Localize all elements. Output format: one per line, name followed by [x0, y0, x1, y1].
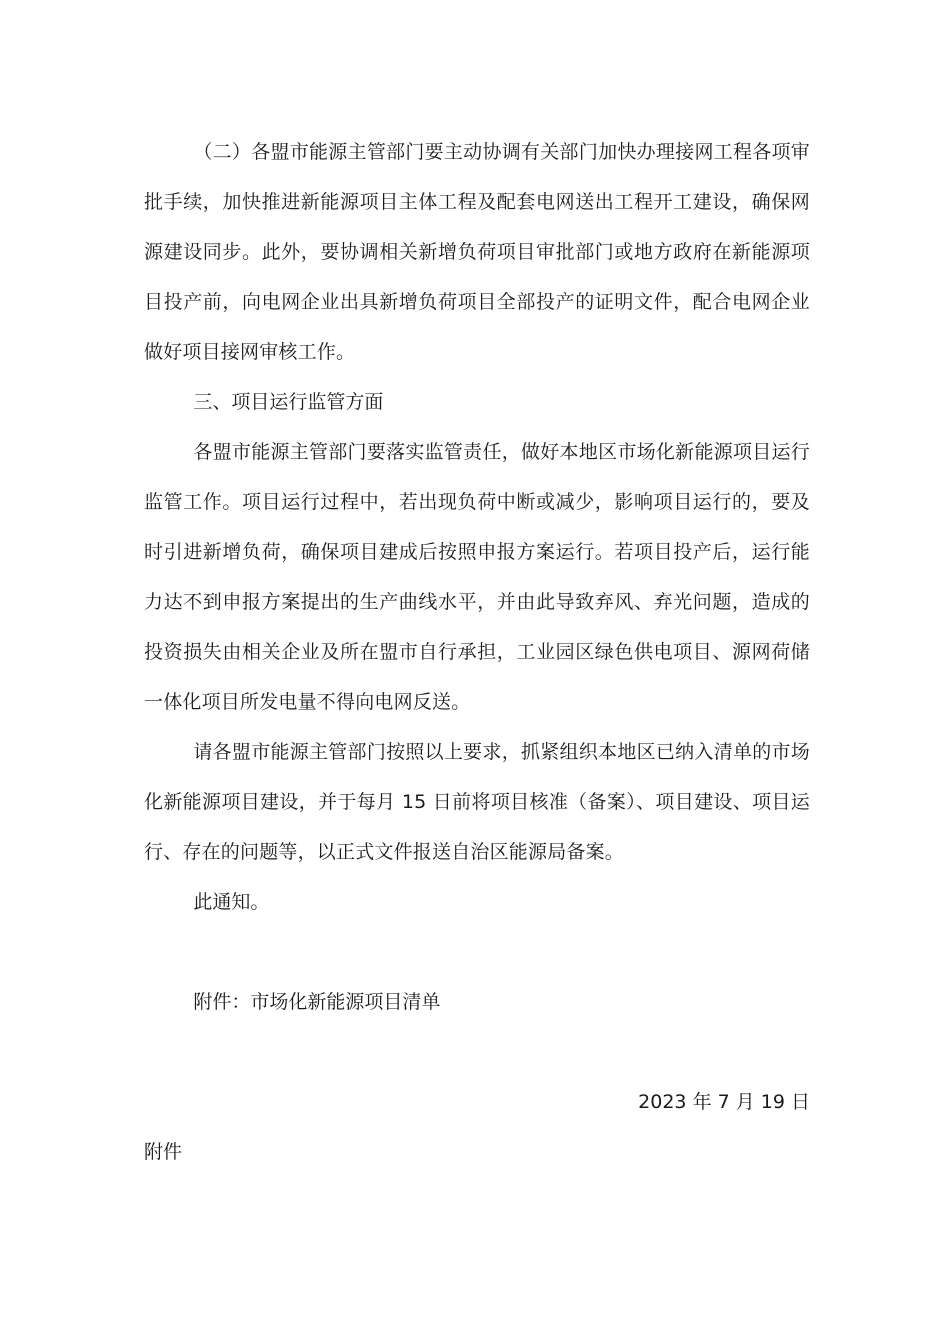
attachment-note: 附件：市场化新能源项目清单 [193, 991, 441, 1013]
spacer [144, 1027, 810, 1077]
paragraph-section-2-item-2: （二）各盟市能源主管部门要主动协调有关部门加快办理接网工程各项审批手续，加快推进新能源项目主体工程及配套电网送出工程开工建设，确保网源建设同步。此外，要协调相关新增负荷项目审批部门或地方政府在新能源项目投产前，向电网企业出具新增负荷项目全部投产的证明文件，配合电网企业做好项目接网审核工作。 [144, 141, 810, 363]
attachment-label: 附件 [144, 1141, 183, 1163]
section-3-heading: 三、项目运行监管方面 [193, 391, 384, 413]
closing-text: 此通知。 [193, 891, 270, 913]
paragraph-request: 请各盟市能源主管部门按照以上要求，抓紧组织本地区已纳入清单的市场化新能源项目建设，并于每月 15 日前将项目核准（备案）、项目建设、项目运行、存在的问题等，以正式文件报送自治区能源局备案。 [144, 741, 810, 863]
document-date: 2023 年 7 月 19 日 [638, 1091, 810, 1113]
document-body [144, 127, 810, 1177]
paragraph-section-3: 各盟市能源主管部门要落实监管责任，做好本地区市场化新能源项目运行监管工作。项目运行过程中，若出现负荷中断或减少，影响项目运行的，要及时引进新增负荷，确保项目建成后按照申报方案运行。若项目投产后，运行能力达不到申报方案提出的生产曲线水平，并由此导致弃风、弃光问题，造成的投资损失由相关企业及所在盟市自行承担，工业园区绿色供电项目、源网荷储一体化项目所发电量不得向电网反送。 [144, 441, 810, 713]
spacer [144, 927, 810, 977]
